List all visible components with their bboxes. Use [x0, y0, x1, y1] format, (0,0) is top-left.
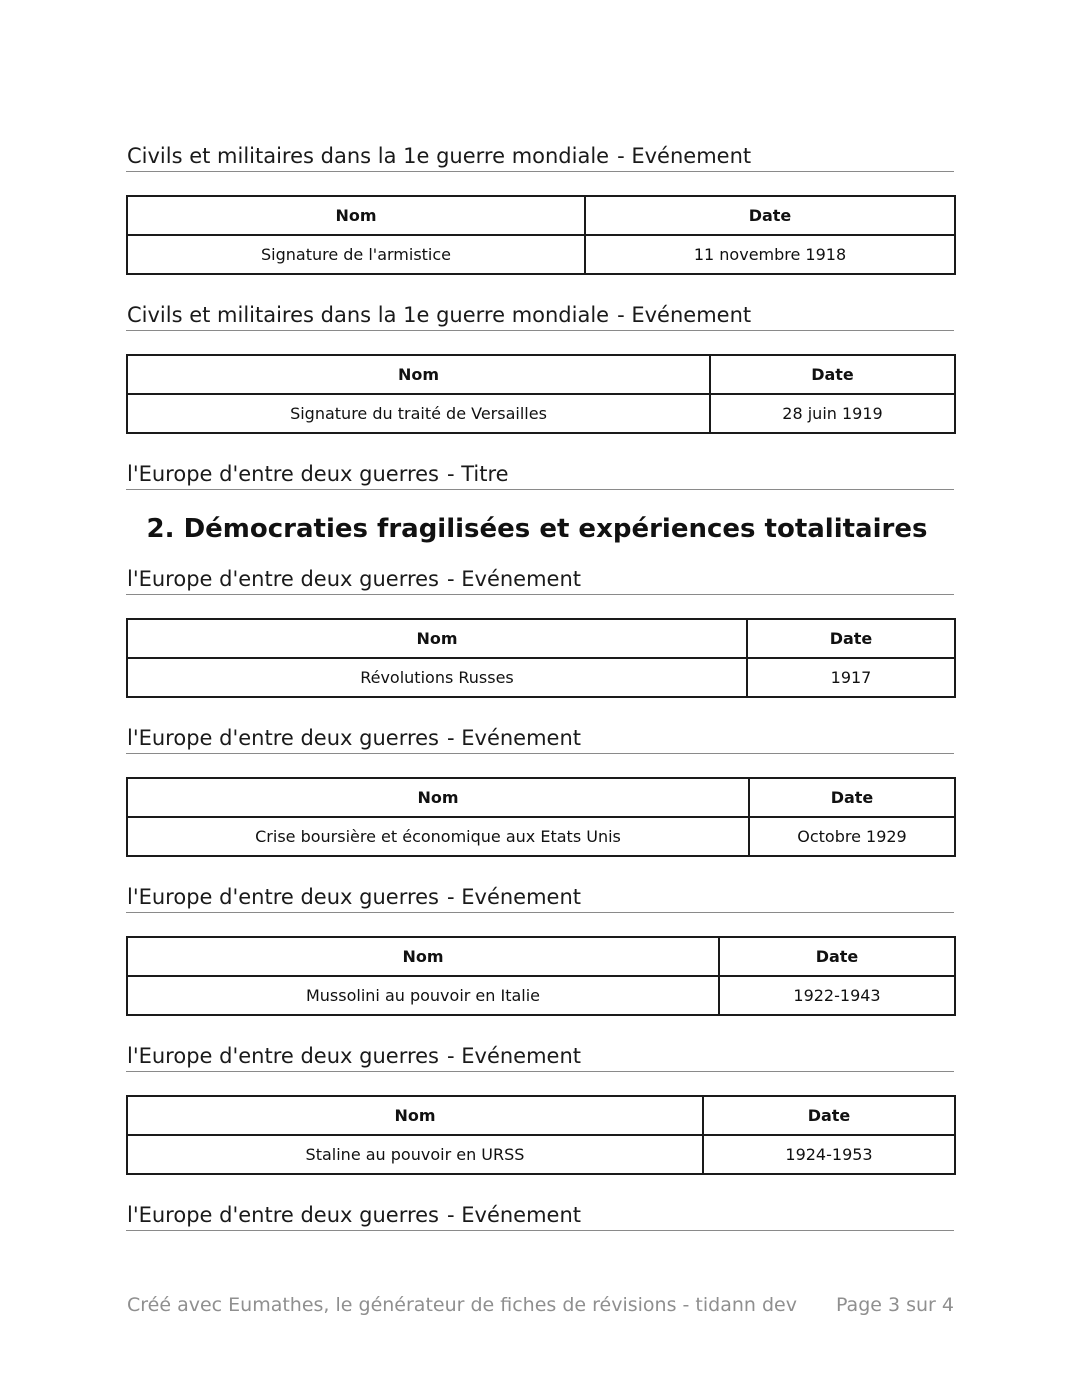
table-row — [127, 1135, 955, 1174]
section-heading-7 — [126, 1201, 954, 1231]
chapter-title: 2. Démocraties fragilisées et expériences totalitaires — [146, 514, 928, 544]
event-table-6 — [126, 1095, 954, 1175]
column-header-date: Date — [719, 937, 955, 976]
heading-type: - Titre — [447, 462, 509, 486]
event-table-1 — [126, 354, 954, 434]
column-header-nom: Nom — [127, 355, 710, 394]
heading-text: Civils et militaires dans la 1e guerre mondiale — [127, 144, 610, 168]
column-header-nom: Nom — [127, 619, 747, 658]
event-date-cell: 11 novembre 1918 — [585, 235, 955, 274]
heading-type: - Evénement — [447, 567, 582, 591]
table-row — [127, 394, 955, 433]
heading-text: l'Europe d'entre deux guerres — [127, 1203, 439, 1227]
column-header-nom: Nom — [127, 937, 719, 976]
event-name-cell: Crise boursière et économique aux Etats Unis — [127, 817, 749, 856]
heading-text: l'Europe d'entre deux guerres — [127, 726, 439, 750]
heading-text: l'Europe d'entre deux guerres — [127, 567, 439, 591]
event-table — [126, 936, 956, 1016]
event-table-5 — [126, 936, 954, 1016]
table-row — [127, 235, 955, 274]
column-header-nom: Nom — [127, 196, 585, 235]
event-name-cell: Signature de l'armistice — [127, 235, 585, 274]
section-heading — [126, 1201, 954, 1231]
event-date-cell: Octobre 1929 — [749, 817, 955, 856]
section-heading — [126, 142, 954, 172]
event-table-3 — [126, 618, 954, 698]
footer-credit: Créé avec Eumathes, le générateur de fiches de révisions - tidann dev — [127, 1294, 797, 1316]
event-date-cell: 1922-1943 — [719, 976, 955, 1015]
event-table — [126, 354, 956, 434]
event-table — [126, 195, 956, 275]
event-date-cell: 1917 — [747, 658, 955, 697]
column-header-date: Date — [703, 1096, 955, 1135]
table-header-row — [127, 937, 955, 976]
event-table — [126, 1095, 956, 1175]
column-header-date: Date — [585, 196, 955, 235]
section-heading-2 — [126, 460, 954, 490]
heading-type: - Evénement — [617, 303, 752, 327]
event-table — [126, 777, 956, 857]
section-heading — [126, 724, 954, 754]
heading-type: - Evénement — [447, 1044, 582, 1068]
heading-text: l'Europe d'entre deux guerres — [127, 462, 439, 486]
page-number: Page 3 sur 4 — [835, 1294, 954, 1316]
table-header-row — [127, 196, 955, 235]
section-heading-6 — [126, 1042, 954, 1072]
heading-type: - Evénement — [617, 144, 752, 168]
heading-text: l'Europe d'entre deux guerres — [127, 1044, 439, 1068]
page-footer — [127, 1294, 954, 1316]
section-heading-5 — [126, 883, 954, 913]
table-row — [127, 817, 955, 856]
table-header-row — [127, 355, 955, 394]
table-header-row — [127, 1096, 955, 1135]
section-heading — [126, 883, 954, 913]
heading-text: l'Europe d'entre deux guerres — [127, 885, 439, 909]
section-heading — [126, 1042, 954, 1072]
event-date-cell: 1924-1953 — [703, 1135, 955, 1174]
table-row — [127, 658, 955, 697]
section-heading-4 — [126, 724, 954, 754]
event-table-4 — [126, 777, 954, 857]
section-heading — [126, 301, 954, 331]
section-heading-3 — [126, 565, 954, 595]
section-heading — [126, 565, 954, 595]
table-header-row — [127, 619, 955, 658]
heading-type: - Evénement — [447, 726, 582, 750]
heading-text: Civils et militaires dans la 1e guerre mondiale — [127, 303, 610, 327]
section-heading — [126, 460, 954, 490]
table-row — [127, 976, 955, 1015]
section-heading-1 — [126, 301, 954, 331]
event-date-cell: 28 juin 1919 — [710, 394, 955, 433]
table-header-row — [127, 778, 955, 817]
column-header-nom: Nom — [127, 1096, 703, 1135]
heading-type: - Evénement — [447, 885, 582, 909]
event-table — [126, 618, 956, 698]
event-table-0 — [126, 195, 954, 275]
column-header-nom: Nom — [127, 778, 749, 817]
event-name-cell: Mussolini au pouvoir en Italie — [127, 976, 719, 1015]
column-header-date: Date — [749, 778, 955, 817]
heading-type: - Evénement — [447, 1203, 582, 1227]
section-heading-0 — [126, 142, 954, 172]
event-name-cell: Révolutions Russes — [127, 658, 747, 697]
column-header-date: Date — [747, 619, 955, 658]
event-name-cell: Signature du traité de Versailles — [127, 394, 710, 433]
column-header-date: Date — [710, 355, 955, 394]
event-name-cell: Staline au pouvoir en URSS — [127, 1135, 703, 1174]
